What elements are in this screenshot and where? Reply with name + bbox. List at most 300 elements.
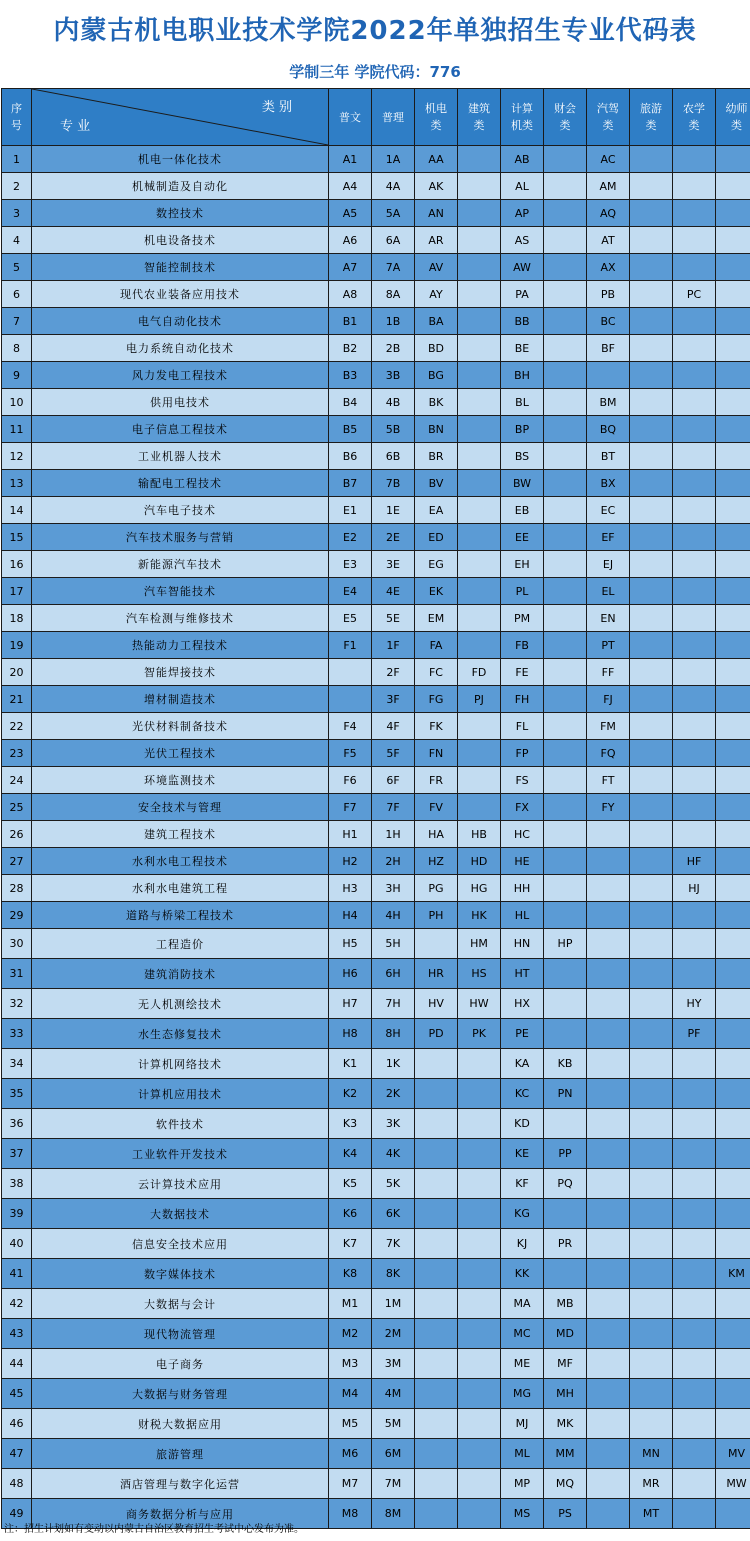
cell-major: 数字媒体技术 <box>32 1259 329 1289</box>
cell-caikuai <box>544 335 587 362</box>
cell-caikuai: MF <box>544 1349 587 1379</box>
cell-caikuai <box>544 146 587 173</box>
cell-caikuai <box>544 605 587 632</box>
cell-puwen: E1 <box>329 497 372 524</box>
cell-caikuai: MM <box>544 1439 587 1469</box>
cell-puwen: M7 <box>329 1469 372 1499</box>
cell-youshi <box>716 659 750 686</box>
cell-puwen: A7 <box>329 254 372 281</box>
table-row <box>2 227 750 254</box>
cell-jidian: PG <box>415 875 458 902</box>
cell-caikuai: MK <box>544 1409 587 1439</box>
cell-jianzhu <box>458 308 501 335</box>
table-row <box>2 551 750 578</box>
cell-puwen: A1 <box>329 146 372 173</box>
table-row <box>2 416 750 443</box>
cell-nongxue <box>673 1439 716 1469</box>
table-row <box>2 1439 750 1469</box>
cell-jidian: FV <box>415 794 458 821</box>
cell-seq: 1 <box>2 146 32 173</box>
cell-seq: 10 <box>2 389 32 416</box>
cell-youshi <box>716 497 750 524</box>
table-row <box>2 308 750 335</box>
cell-jidian: FC <box>415 659 458 686</box>
cell-jidian <box>415 1499 458 1529</box>
cell-qijia: EN <box>587 605 630 632</box>
cell-lvyou <box>630 1169 673 1199</box>
cell-jianzhu: PJ <box>458 686 501 713</box>
cell-seq: 49 <box>2 1499 32 1529</box>
cell-jisuanji: KG <box>501 1199 544 1229</box>
cell-puwen: K7 <box>329 1229 372 1259</box>
cell-qijia <box>587 959 630 989</box>
cell-major: 光伏材料制备技术 <box>32 713 329 740</box>
table-row <box>2 686 750 713</box>
cell-puli: 4K <box>372 1139 415 1169</box>
cell-lvyou <box>630 989 673 1019</box>
cell-jisuanji: BH <box>501 362 544 389</box>
cell-youshi <box>716 1049 750 1079</box>
cell-youshi: MV <box>716 1439 750 1469</box>
cell-qijia <box>587 1199 630 1229</box>
cell-major: 道路与桥梁工程技术 <box>32 902 329 929</box>
table-row <box>2 1379 750 1409</box>
table-row <box>2 254 750 281</box>
cell-puli: 4E <box>372 578 415 605</box>
cell-nongxue <box>673 659 716 686</box>
cell-lvyou <box>630 632 673 659</box>
cell-lvyou <box>630 605 673 632</box>
cell-major: 工程造价 <box>32 929 329 959</box>
cell-puli: 2M <box>372 1319 415 1349</box>
cell-jidian <box>415 1079 458 1109</box>
cell-jianzhu <box>458 1109 501 1139</box>
cell-jianzhu <box>458 470 501 497</box>
cell-seq: 38 <box>2 1169 32 1199</box>
cell-youshi <box>716 200 750 227</box>
cell-caikuai <box>544 902 587 929</box>
cell-youshi <box>716 821 750 848</box>
cell-major: 增材制造技术 <box>32 686 329 713</box>
header-major-label: 专 业 <box>60 119 91 134</box>
cell-jisuanji: HT <box>501 959 544 989</box>
cell-jisuanji: BE <box>501 335 544 362</box>
cell-jianzhu <box>458 767 501 794</box>
cell-puli: 1B <box>372 308 415 335</box>
cell-major: 热能动力工程技术 <box>32 632 329 659</box>
cell-jisuanji: AW <box>501 254 544 281</box>
cell-major: 输配电工程技术 <box>32 470 329 497</box>
cell-jidian: PH <box>415 902 458 929</box>
cell-caikuai <box>544 632 587 659</box>
cell-seq: 36 <box>2 1109 32 1139</box>
cell-jianzhu <box>458 362 501 389</box>
cell-puwen: M8 <box>329 1499 372 1529</box>
cell-youshi <box>716 1199 750 1229</box>
cell-puli: 1F <box>372 632 415 659</box>
cell-jianzhu <box>458 1169 501 1199</box>
cell-puli: 4F <box>372 713 415 740</box>
cell-major: 机电设备技术 <box>32 227 329 254</box>
cell-lvyou: MR <box>630 1469 673 1499</box>
cell-major: 计算机应用技术 <box>32 1079 329 1109</box>
cell-qijia <box>587 1499 630 1529</box>
cell-qijia <box>587 929 630 959</box>
cell-major: 风力发电工程技术 <box>32 362 329 389</box>
cell-nongxue <box>673 578 716 605</box>
cell-puwen: E4 <box>329 578 372 605</box>
cell-jianzhu <box>458 146 501 173</box>
table-row <box>2 740 750 767</box>
table-row <box>2 959 750 989</box>
cell-nongxue <box>673 551 716 578</box>
cell-jisuanji: FS <box>501 767 544 794</box>
header-col-puwen: 普文 <box>329 89 372 146</box>
cell-puli: 3K <box>372 1109 415 1139</box>
table-row <box>2 821 750 848</box>
cell-jianzhu <box>458 281 501 308</box>
cell-jidian: ED <box>415 524 458 551</box>
cell-seq: 31 <box>2 959 32 989</box>
cell-jisuanji: EH <box>501 551 544 578</box>
cell-caikuai: PQ <box>544 1169 587 1199</box>
cell-puwen: B5 <box>329 416 372 443</box>
cell-jisuanji: KA <box>501 1049 544 1079</box>
cell-seq: 30 <box>2 929 32 959</box>
table-row <box>2 335 750 362</box>
cell-caikuai <box>544 227 587 254</box>
cell-qijia: PB <box>587 281 630 308</box>
cell-nongxue <box>673 227 716 254</box>
cell-jidian: HR <box>415 959 458 989</box>
cell-jidian: HA <box>415 821 458 848</box>
cell-puli: 1E <box>372 497 415 524</box>
cell-lvyou <box>630 443 673 470</box>
cell-lvyou <box>630 497 673 524</box>
cell-major: 工业机器人技术 <box>32 443 329 470</box>
cell-puli: 7M <box>372 1469 415 1499</box>
header-col-jisuanji: 计算 机类 <box>501 89 544 146</box>
cell-caikuai <box>544 443 587 470</box>
cell-caikuai: MD <box>544 1319 587 1349</box>
cell-puli: 4H <box>372 902 415 929</box>
cell-puwen: K3 <box>329 1109 372 1139</box>
cell-jianzhu: HS <box>458 959 501 989</box>
cell-nongxue <box>673 308 716 335</box>
cell-seq: 8 <box>2 335 32 362</box>
cell-lvyou <box>630 1019 673 1049</box>
cell-nongxue: HF <box>673 848 716 875</box>
cell-qijia <box>587 1169 630 1199</box>
cell-seq: 11 <box>2 416 32 443</box>
cell-puwen: K4 <box>329 1139 372 1169</box>
cell-seq: 4 <box>2 227 32 254</box>
cell-nongxue <box>673 605 716 632</box>
cell-jianzhu <box>458 1379 501 1409</box>
cell-nongxue <box>673 1379 716 1409</box>
cell-nongxue: PC <box>673 281 716 308</box>
cell-nongxue <box>673 173 716 200</box>
cell-puwen: M4 <box>329 1379 372 1409</box>
cell-jianzhu <box>458 605 501 632</box>
cell-youshi <box>716 767 750 794</box>
cell-jisuanji: PL <box>501 578 544 605</box>
cell-seq: 21 <box>2 686 32 713</box>
cell-qijia: FM <box>587 713 630 740</box>
cell-caikuai <box>544 254 587 281</box>
cell-caikuai <box>544 713 587 740</box>
cell-qijia: EL <box>587 578 630 605</box>
cell-puli: 2B <box>372 335 415 362</box>
cell-nongxue <box>673 713 716 740</box>
cell-lvyou <box>630 686 673 713</box>
cell-jianzhu <box>458 1079 501 1109</box>
cell-puwen: H5 <box>329 929 372 959</box>
cell-youshi <box>716 335 750 362</box>
cell-caikuai <box>544 659 587 686</box>
cell-lvyou <box>630 794 673 821</box>
cell-major: 大数据与会计 <box>32 1289 329 1319</box>
cell-jisuanji: MC <box>501 1319 544 1349</box>
cell-nongxue <box>673 821 716 848</box>
cell-caikuai <box>544 794 587 821</box>
cell-jisuanji: HE <box>501 848 544 875</box>
cell-nongxue <box>673 1409 716 1439</box>
cell-puwen: F5 <box>329 740 372 767</box>
table-body <box>2 146 750 1529</box>
cell-puli: 6F <box>372 767 415 794</box>
cell-major: 智能控制技术 <box>32 254 329 281</box>
cell-lvyou <box>630 173 673 200</box>
cell-puli: 3F <box>372 686 415 713</box>
cell-puli: 5K <box>372 1169 415 1199</box>
cell-qijia <box>587 1079 630 1109</box>
cell-nongxue: PF <box>673 1019 716 1049</box>
cell-jidian <box>415 1289 458 1319</box>
cell-nongxue <box>673 1499 716 1529</box>
cell-puli: 5B <box>372 416 415 443</box>
cell-jidian <box>415 1139 458 1169</box>
cell-caikuai <box>544 308 587 335</box>
cell-jidian <box>415 1109 458 1139</box>
cell-puwen: M1 <box>329 1289 372 1319</box>
cell-puwen: H6 <box>329 959 372 989</box>
cell-qijia: EF <box>587 524 630 551</box>
cell-lvyou <box>630 389 673 416</box>
cell-jisuanji: FH <box>501 686 544 713</box>
table-row <box>2 1109 750 1139</box>
cell-seq: 40 <box>2 1229 32 1259</box>
cell-puwen: K5 <box>329 1169 372 1199</box>
cell-jianzhu <box>458 1409 501 1439</box>
cell-youshi <box>716 1409 750 1439</box>
cell-youshi <box>716 254 750 281</box>
cell-major: 建筑工程技术 <box>32 821 329 848</box>
cell-jidian <box>415 929 458 959</box>
cell-qijia: AC <box>587 146 630 173</box>
cell-youshi <box>716 1499 750 1529</box>
cell-seq: 23 <box>2 740 32 767</box>
cell-major: 水利水电工程技术 <box>32 848 329 875</box>
cell-major: 智能焊接技术 <box>32 659 329 686</box>
cell-major: 现代物流管理 <box>32 1319 329 1349</box>
cell-lvyou <box>630 848 673 875</box>
cell-jianzhu: HD <box>458 848 501 875</box>
cell-jianzhu <box>458 254 501 281</box>
cell-qijia: FT <box>587 767 630 794</box>
cell-qijia: AT <box>587 227 630 254</box>
cell-jidian: BK <box>415 389 458 416</box>
cell-jisuanji: KF <box>501 1169 544 1199</box>
table-row <box>2 848 750 875</box>
cell-puwen: K6 <box>329 1199 372 1229</box>
cell-puwen: H1 <box>329 821 372 848</box>
cell-qijia: PT <box>587 632 630 659</box>
cell-seq: 2 <box>2 173 32 200</box>
cell-nongxue <box>673 902 716 929</box>
cell-caikuai <box>544 959 587 989</box>
cell-lvyou <box>630 767 673 794</box>
cell-puli: 7H <box>372 989 415 1019</box>
cell-jisuanji: BS <box>501 443 544 470</box>
cell-jianzhu <box>458 1259 501 1289</box>
cell-youshi <box>716 1139 750 1169</box>
cell-caikuai <box>544 875 587 902</box>
cell-jidian: BR <box>415 443 458 470</box>
cell-puli: 3H <box>372 875 415 902</box>
cell-jisuanji: AB <box>501 146 544 173</box>
cell-youshi <box>716 929 750 959</box>
cell-qijia: BT <box>587 443 630 470</box>
cell-qijia <box>587 902 630 929</box>
table-row <box>2 1289 750 1319</box>
cell-puli: 3E <box>372 551 415 578</box>
cell-youshi <box>716 1019 750 1049</box>
cell-jianzhu <box>458 1049 501 1079</box>
cell-puli: 3B <box>372 362 415 389</box>
cell-puwen: E5 <box>329 605 372 632</box>
cell-nongxue <box>673 1259 716 1289</box>
cell-jisuanji: PA <box>501 281 544 308</box>
cell-puwen: K2 <box>329 1079 372 1109</box>
cell-jisuanji: MG <box>501 1379 544 1409</box>
cell-youshi: MW <box>716 1469 750 1499</box>
cell-jisuanji: ME <box>501 1349 544 1379</box>
table-row <box>2 1319 750 1349</box>
cell-puwen: K1 <box>329 1049 372 1079</box>
cell-seq: 18 <box>2 605 32 632</box>
cell-caikuai <box>544 362 587 389</box>
cell-nongxue <box>673 1169 716 1199</box>
cell-caikuai <box>544 173 587 200</box>
cell-qijia: FY <box>587 794 630 821</box>
cell-jidian <box>415 1169 458 1199</box>
cell-caikuai: PP <box>544 1139 587 1169</box>
cell-youshi <box>716 1229 750 1259</box>
cell-seq: 34 <box>2 1049 32 1079</box>
cell-seq: 33 <box>2 1019 32 1049</box>
cell-nongxue <box>673 794 716 821</box>
cell-youshi <box>716 848 750 875</box>
cell-puli: 5F <box>372 740 415 767</box>
cell-puwen: A8 <box>329 281 372 308</box>
table-row <box>2 1169 750 1199</box>
cell-seq: 12 <box>2 443 32 470</box>
cell-seq: 39 <box>2 1199 32 1229</box>
cell-major: 计算机网络技术 <box>32 1049 329 1079</box>
table-row <box>2 1139 750 1169</box>
cell-qijia: FQ <box>587 740 630 767</box>
cell-puli: 7A <box>372 254 415 281</box>
cell-youshi <box>716 875 750 902</box>
cell-lvyou <box>630 659 673 686</box>
cell-qijia <box>587 1379 630 1409</box>
cell-nongxue <box>673 497 716 524</box>
cell-major: 机电一体化技术 <box>32 146 329 173</box>
cell-jianzhu <box>458 551 501 578</box>
cell-youshi <box>716 740 750 767</box>
table-row <box>2 1199 750 1229</box>
cell-jisuanji: BL <box>501 389 544 416</box>
cell-jianzhu <box>458 443 501 470</box>
cell-jianzhu <box>458 524 501 551</box>
cell-youshi <box>716 416 750 443</box>
cell-nongxue <box>673 416 716 443</box>
cell-jianzhu <box>458 173 501 200</box>
cell-jianzhu: HM <box>458 929 501 959</box>
table-row <box>2 578 750 605</box>
diagonal-line <box>32 89 328 145</box>
cell-qijia <box>587 1319 630 1349</box>
cell-puwen <box>329 659 372 686</box>
cell-nongxue <box>673 362 716 389</box>
cell-lvyou <box>630 1199 673 1229</box>
cell-jianzhu <box>458 1229 501 1259</box>
cell-puwen: B6 <box>329 443 372 470</box>
cell-puli: 8M <box>372 1499 415 1529</box>
table-row <box>2 470 750 497</box>
cell-puwen: F1 <box>329 632 372 659</box>
cell-jianzhu <box>458 713 501 740</box>
table-row <box>2 362 750 389</box>
cell-jianzhu <box>458 389 501 416</box>
cell-youshi <box>716 1349 750 1379</box>
header-col-youshi: 幼师 类 <box>716 89 750 146</box>
cell-jidian: FR <box>415 767 458 794</box>
cell-jidian <box>415 1229 458 1259</box>
cell-puli: 3M <box>372 1349 415 1379</box>
cell-jisuanji: KC <box>501 1079 544 1109</box>
cell-qijia <box>587 989 630 1019</box>
table-row <box>2 1229 750 1259</box>
cell-jidian <box>415 1259 458 1289</box>
cell-jisuanji: FE <box>501 659 544 686</box>
cell-youshi <box>716 524 750 551</box>
cell-lvyou <box>630 902 673 929</box>
cell-jianzhu <box>458 335 501 362</box>
cell-seq: 6 <box>2 281 32 308</box>
cell-jianzhu: HK <box>458 902 501 929</box>
cell-jianzhu <box>458 200 501 227</box>
cell-major: 云计算技术应用 <box>32 1169 329 1199</box>
cell-seq: 43 <box>2 1319 32 1349</box>
table-row <box>2 659 750 686</box>
cell-qijia: BF <box>587 335 630 362</box>
cell-youshi <box>716 578 750 605</box>
cell-caikuai <box>544 1259 587 1289</box>
cell-seq: 47 <box>2 1439 32 1469</box>
cell-jidian: AY <box>415 281 458 308</box>
